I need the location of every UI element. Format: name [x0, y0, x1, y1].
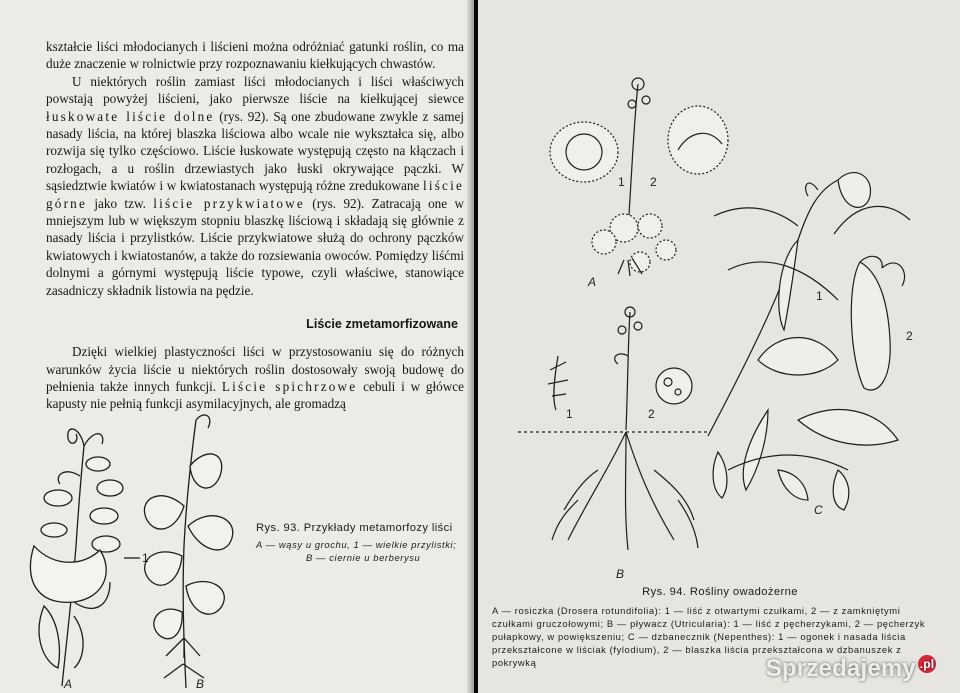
spaced-term: liście przykwiatowe — [153, 195, 305, 211]
figure-94-caption-line: czułkami gruczołowymi; B — pływacz (Utricularia): 1 — liść z pęcherzykami, 2 — pęcherzyk — [492, 618, 926, 629]
figure-93-label-a: A — [64, 677, 73, 691]
figure-94-label-1: 1 — [816, 289, 823, 303]
pea-tendril — [68, 429, 84, 446]
spaced-term: liście górne — [46, 178, 464, 211]
figure-93-caption-line: A — wąsy u grochu, 1 — wielkie przylistki; — [256, 539, 457, 550]
figure-93-label-b: B — [196, 677, 205, 691]
left-page-text — [46, 38, 464, 299]
figure-94-caption-line: A — rosiczka (Drosera rotundifolia): 1 — liść z otwartymi czułkami, 2 — z zamkniętymi — [492, 605, 901, 616]
spaced-term: Liście spichrzowe — [221, 378, 358, 394]
barberry-stem — [183, 420, 196, 688]
figure-93-caption-line: B — ciernie u berberysu — [306, 552, 421, 563]
figure-94-label-a: A — [588, 275, 597, 289]
watermark-text: Sprzedajemy — [765, 655, 916, 682]
watermark-logo — [766, 655, 936, 683]
figure-94-illustration — [478, 0, 960, 596]
text-run: (rys. 92). Są one zbudowane zwykle z samej nasady liścia, na której blaszka liściowa albo wcale nie wykształca się, albo rozwija się tylko częściowo. Liście łuskowate występują często na kłączach i rozłogach, a u roślin drzewiastych jako łuski okrywające pączki. W sąsiedztwie kwiatów i w kwiatostanach występują różne zredukowane — [46, 108, 464, 194]
paragraph — [46, 343, 464, 413]
text-run: jako tzw. — [87, 195, 154, 211]
spaced-term: łuskowate liście dolne — [46, 108, 215, 124]
right-page — [478, 0, 960, 693]
pitcher — [851, 262, 890, 390]
left-page — [0, 0, 474, 693]
figure-94-label-1: 1 — [618, 175, 625, 189]
text-run: kształcie liści młodocianych i liścieni można odróżniać gatunki roślin, co ma duże znaczenie w rolnictwie przy rozpoznawaniu kiełkujących chwastów. — [46, 39, 464, 72]
bladderwort-drawing — [518, 307, 710, 550]
figure-93-caption-title: Rys. 93. Przykłady metamorfozy liści — [256, 522, 453, 534]
section-paragraph — [46, 343, 464, 413]
text-run: (rys. 92). Zatracają one w mniejszym lub w większym stopniu blaszkę liściową i składają się głównie z nasady liścia i przylistków. Liście przykwiatowe służą do ochrony pączków kwiatowych i kwiatostanów, a także do rozsiewania owoców. Pomiędzy liśćmi dolnymi a górnymi występują liście typowe, czyli właściwe, stanowiące zasadniczy składnik listowia na pędzie. — [46, 195, 464, 298]
figure-94-label-2: 2 — [648, 407, 655, 421]
figure-94-label-1: 1 — [566, 407, 573, 421]
figure-93-label-1: 1 — [142, 551, 149, 565]
barberry-spine — [166, 638, 200, 658]
figure-93-caption — [256, 522, 468, 564]
figure-94-caption-line: pułapkowy, w powiększeniu; C — dzbanecznik (Nepenthes): 1 — ogonek i nasada liścia — [492, 631, 906, 642]
figure-94-label-c: C — [814, 503, 823, 517]
figure-94-caption-line: przekształcone w liściak (fylodium), 2 — blaszka liścia przekształcona w dzbanuszek z pokrywką — [492, 644, 902, 668]
section-title: Liście zmetamorfizowane — [306, 317, 458, 332]
paragraph — [46, 38, 464, 73]
figure-94-label-2: 2 — [906, 329, 913, 343]
figure-94-label-2: 2 — [650, 175, 657, 189]
text-run: Dzięki wielkiej plastyczności liści w przystosowaniu się do różnych warunków życia liście u niektórych roślin dostosowały swoją budowę do pełnienia także innych funkcji. — [46, 344, 464, 394]
pitcher-plant-drawing — [708, 173, 910, 510]
figure-94-label-b: B — [616, 567, 625, 581]
paragraph — [46, 73, 464, 299]
figure-94-caption-title: Rys. 94. Rośliny owadożerne — [642, 586, 798, 598]
figure-93-illustration — [14, 406, 284, 693]
pea-stipule — [30, 546, 106, 602]
text-run: cebuli i w główce kapusty nie pełnią funkcji asymilacyjnych, ale gromadzą — [46, 378, 464, 412]
text-run: U niektórych roślin zamiast liści młodocianych i liści właściwych powstają powyżej liścieni, jako pierwsze liście na kiełkującej siewce — [46, 73, 464, 107]
sundew-drawing — [550, 78, 728, 276]
watermark-suffix: .pl — [919, 657, 935, 671]
